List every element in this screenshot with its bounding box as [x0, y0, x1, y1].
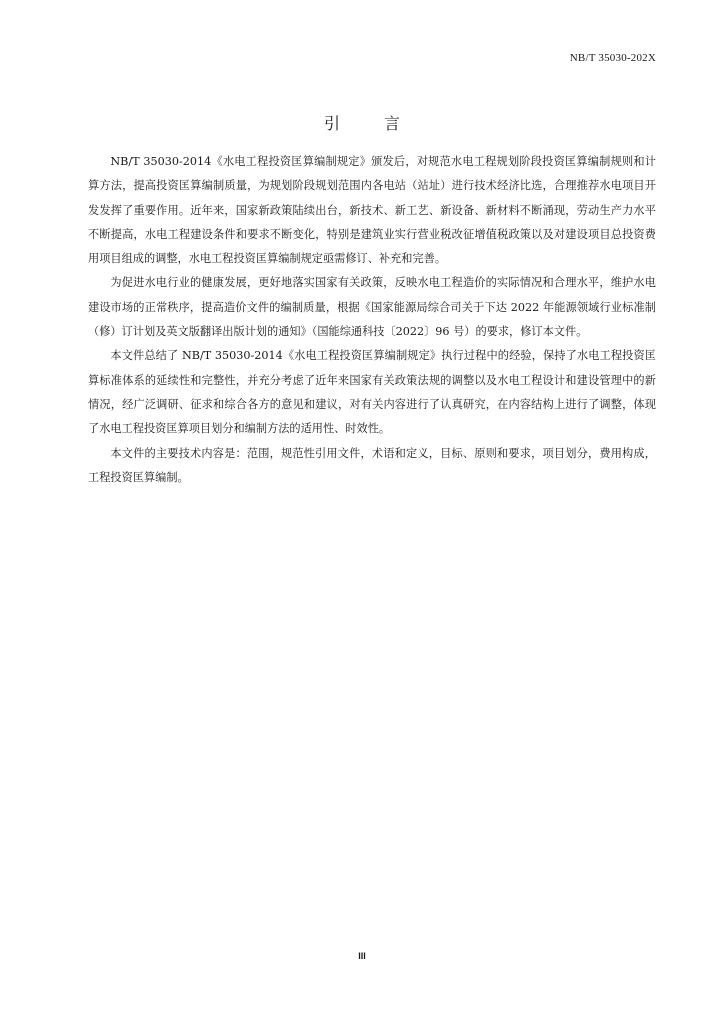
paragraph-main-content: 本文件的主要技术内容是：范围，规范性引用文件，术语和定义，目标、原则和要求，项目划分，费用构成，工程投资匡算编制。 — [88, 446, 656, 484]
standard-number: NB/T 35030-202X — [569, 52, 656, 64]
paragraph-revision-summary: 本文件总结了 NB/T 35030-2014《水电工程投资匡算编制规定》执行过程中的经验，保持了水电工程投资匡算标准体系的延续性和完整性，并充分考虑了近年来国家有关政策法规的调整以及水电工程设计和建设管理中的新情况，经广泛调研、征求和综合各方的意见和建议，对有关内容进行了认真研究，在内容结构上进行了调整，体现了水电工程投资匡算项目划分和编制方法的适用性、时效性。 — [88, 349, 656, 436]
page-title: 引言 — [323, 114, 444, 133]
page-number: III — [358, 951, 366, 961]
paragraph-purpose: 为促进水电行业的健康发展，更好地落实国家有关政策，反映水电工程造价的实际情况和合理水平，维护水电建设市场的正常秩序，提高造价文件的编制质量，根据《国家能源局综合司关于下达 2022 年能源领域行业标准制（修）订计划及英文版翻译出版计划的通知》（国能综通科技〔2022〕96 号）的要求，修订本文件。 — [88, 276, 656, 339]
paragraph-background: NB/T 35030-2014《水电工程投资匡算编制规定》颁发后，对规范水电工程规划阶段投资匡算编制规则和计算方法，提高投资匡算编制质量，为规划阶段规划范围内各电站（站址）进行技术经济比选，合理推荐水电项目开发发挥了重要作用。近年来，国家新政策陆续出台，新技术、新工艺、新设备、新材料不断涌现，劳动生产力水平不断提高，水电工程建设条件和要求不断变化，特别是建筑业实行营业税改征增值税政策以及对建设项目总投资费用项目组成的调整，水电工程投资匡算编制规定亟需修订、补充和完善。 — [88, 155, 656, 266]
body-text — [88, 150, 656, 490]
